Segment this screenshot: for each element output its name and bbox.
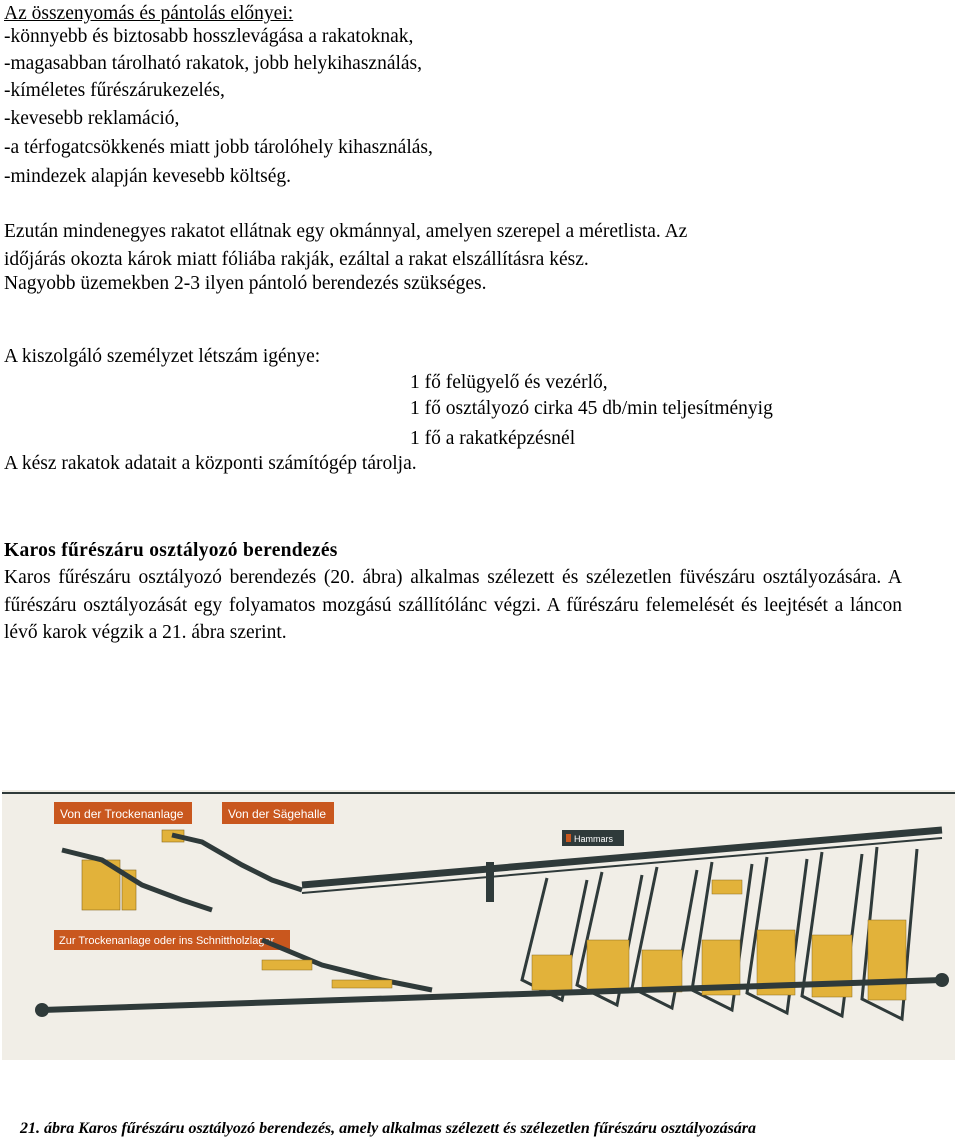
svg-text:Zur Trockenanlage oder ins Sch: Zur Trockenanlage oder ins Schnittholzlager bbox=[59, 935, 275, 947]
paragraph-line: Nagyobb üzemekben 2-3 ilyen pántoló berendezés szükséges. bbox=[4, 273, 487, 294]
brand-plate bbox=[562, 830, 624, 846]
figure-caption: 21. ábra Karos fűrészáru osztályozó berendezés, amely alkalmas szélezett és szélezetlen fűrészáru osztályozására bbox=[20, 1120, 757, 1137]
svg-text:Von der Sägehalle: Von der Sägehalle bbox=[228, 807, 327, 821]
staffing-closing: A kész rakatok adatait a központi számítógép tárolja. bbox=[4, 453, 417, 474]
section-body: Karos fűrészáru osztályozó berendezés (20. ábra) alkalmas szélezett és szélezetlen füvészáru osztályozására. A fűrészáru osztályozását egy folyamatos mozgású szállítólánc végzi. A fűrészáru felemelését és leejtését a láncon lévő karok végzik a 21. ábra szerint. bbox=[4, 567, 902, 643]
staffing-role: 1 fő osztályozó cirka 45 db/min teljesítményig bbox=[410, 398, 773, 419]
advantage-item: -mindezek alapján kevesebb költség. bbox=[4, 166, 291, 187]
staffing-role: 1 fő a rakatképzésnél bbox=[410, 428, 576, 449]
advantage-item: -kíméletes fűrészárukezelés, bbox=[4, 80, 225, 101]
staffing-role: 1 fő felügyelő és vezérlő, bbox=[410, 372, 608, 393]
advantage-item: -a térfogatcsökkenés miatt jobb tárolóhely kihasználás, bbox=[4, 137, 433, 158]
advantage-item: -magasabban tárolható rakatok, jobb helykihasználás, bbox=[4, 53, 423, 74]
svg-text:Von der Trockenanlage: Von der Trockenanlage bbox=[60, 807, 184, 821]
paragraph-line: Ezután mindenegyes rakatot ellátnak egy okmánnyal, amelyen szerepel a méretlista. Az bbox=[4, 221, 688, 242]
staffing-intro: A kiszolgáló személyzet létszám igénye: bbox=[4, 346, 321, 367]
advantages-heading: Az összenyomás és pántolás előnyei: bbox=[4, 3, 294, 24]
paragraph-line: időjárás okozta károk miatt fóliába rakják, ezáltal a rakat elszállításra kész. bbox=[4, 249, 589, 270]
advantage-item: -kevesebb reklamáció, bbox=[4, 108, 180, 129]
label-to-storage bbox=[54, 930, 290, 950]
advantage-item: -könnyebb és biztosabb hosszlevágása a rakatoknak, bbox=[4, 26, 414, 47]
sorting-machine-illustration bbox=[2, 790, 955, 1060]
support-post bbox=[486, 862, 494, 902]
conveyor-pulley-right bbox=[935, 973, 949, 987]
svg-text:Hammars: Hammars bbox=[574, 834, 614, 844]
conveyor-pulley-left bbox=[35, 1003, 49, 1017]
label-from-kiln bbox=[54, 802, 192, 824]
section-title: Karos fűrészáru osztályozó berendezés bbox=[4, 540, 338, 561]
label-from-sawmill bbox=[222, 802, 334, 824]
